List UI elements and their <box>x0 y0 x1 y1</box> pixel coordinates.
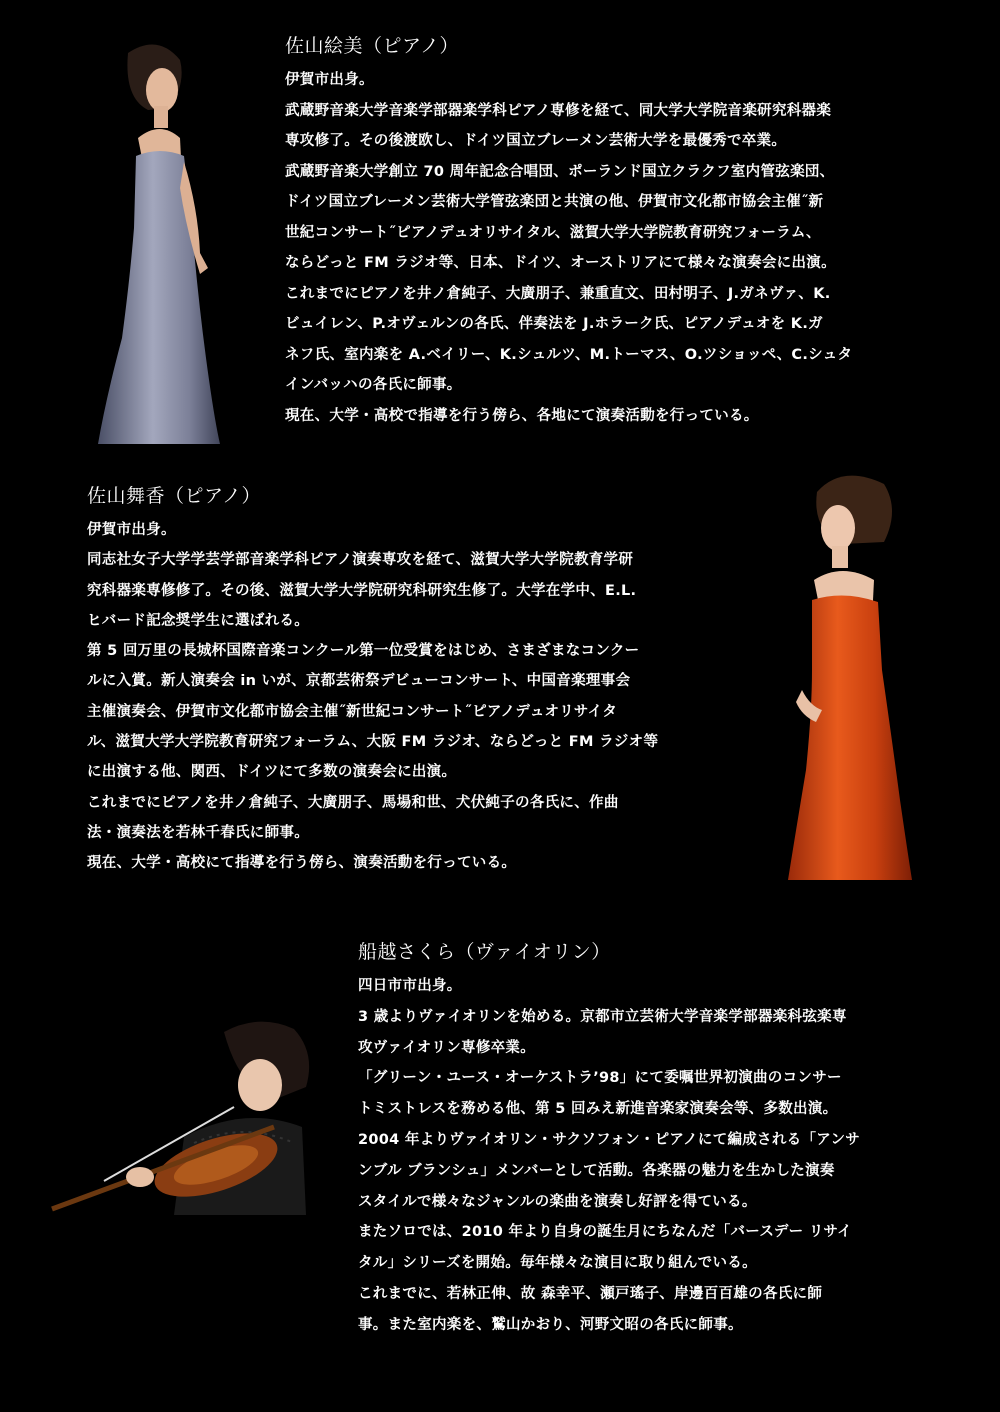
profile-line: 攻ヴァイオリン専修卒業。 <box>358 1039 536 1056</box>
profile-line: 現在、大学・高校にて指導を行う傍ら、演奏活動を行っている。 <box>87 855 517 872</box>
pianist-emi-photo <box>88 38 228 448</box>
profile-emi <box>285 33 852 431</box>
profile-line: ビュイレン、P.オヴェルンの各氏、伴奏法を J.ホラーク氏、ピアノデュオを K.ガ <box>285 316 823 332</box>
profile-line: ルに入賞。新人演奏会 in いが、京都芸術祭デビューコンサート、中国音楽理事会 <box>87 673 631 690</box>
profile-line: 現在、大学・高校で指導を行う傍ら、各地にて演奏活動を行っている。 <box>285 407 759 424</box>
profile-maika <box>87 483 658 879</box>
profile-line: ネフ氏、室内楽を A.ベイリー、K.シュルツ、M.トーマス、O.ツショッペ、C.シュタ <box>285 346 853 363</box>
profile-line: 武蔵野音楽大学音楽学部器楽学科ピアノ専修を経て、同大学大学院音楽研究科器楽 <box>285 102 832 119</box>
profile-line: 専攻修了。その後渡欧し、ドイツ国立ブレーメン芸術大学を最優秀で卒業。 <box>285 133 787 149</box>
profile-line: 主催演奏会、伊賀市文化都市協会主催˝新世紀コンサート˝ピアノデュオリサイタ <box>87 703 618 720</box>
profile-line: これまでに、若林正伸、故 森幸平、瀬戸瑤子、岸邊百百雄の各氏に師 <box>358 1285 823 1302</box>
profile-line: ヒバード記念奨学生に選ばれる。 <box>87 612 309 629</box>
profile-line: 伊賀市出身。 <box>285 72 374 88</box>
profile-line: ル、滋賀大学大学院教育研究フォーラム、大阪 FM ラジオ、ならどっと FM ラジオ等 <box>87 734 659 751</box>
profile-line: これまでにピアノを井ノ倉純子、大廣朋子、兼重直文、田村明子、J.ガネヴァ、K. <box>285 285 831 302</box>
profile-line: 法・演奏法を若林千春氏に師事。 <box>87 824 309 841</box>
profile-name: 佐山絵美（ピアノ） <box>285 35 459 57</box>
profile-line: に出演する他、関西、ドイツにて多数の演奏会に出演。 <box>87 764 457 781</box>
profile-line: 「グリーン・ユース・オーケストラ’98」にて委嘱世界初演曲のコンサー <box>358 1070 842 1087</box>
profile-sakura <box>358 939 860 1341</box>
profile-line: 同志社女子大学学芸学部音楽学科ピアノ演奏専攻を経て、滋賀大学大学院教育学研 <box>87 552 634 569</box>
profile-line: 世紀コンサート˝ピアノデュオリサイタル、滋賀大学大学院教育研究フォーラム、 <box>285 224 821 241</box>
profile-line: 武蔵野音楽大学創立 70 周年記念合唱団、ポーランド国立クラクフ室内管弦楽団、 <box>285 163 835 180</box>
profile-line: ドイツ国立ブレーメン芸術大学管弦楽団と共演の他、伊賀市文化都市協会主催˝新 <box>285 194 824 210</box>
profile-line: またソロでは、2010 年より自身の誕生月にちなんだ「バースデー リサイ <box>358 1224 852 1241</box>
profile-line: タル」シリーズを開始。毎年様々な演目に取り組んでいる。 <box>358 1255 757 1272</box>
profile-line: トミストレスを務める他、第 5 回みえ新進音楽家演奏会等、多数出演。 <box>358 1101 838 1118</box>
profile-name: 船越さくら（ヴァイオリン） <box>358 941 611 963</box>
profile-line: 事。また室内楽を、鷲山かおり、河野文昭の各氏に師事。 <box>358 1316 743 1333</box>
profile-line: 究科器楽専修修了。その後、滋賀大学大学院研究科研究生修了。大学在学中、E.L. <box>87 582 637 599</box>
profile-line: 伊賀市出身。 <box>87 522 176 538</box>
profile-line: ンブル ブランシュ」メンバーとして活動。各楽器の魅力を生かした演奏 <box>358 1162 835 1179</box>
profile-line: ならどっと FM ラジオ等、日本、ドイツ、オーストリアにて様々な演奏会に出演。 <box>285 255 836 271</box>
profile-line: 3 歳よりヴァイオリンを始める。京都市立芸術大学音楽学部器楽科弦楽専 <box>358 1008 847 1025</box>
pianist-maika-photo <box>782 470 917 882</box>
profile-name: 佐山舞香（ピアノ） <box>87 485 261 507</box>
violinist-sakura-photo <box>44 1017 316 1217</box>
profile-line: インバッハの各氏に師事。 <box>285 377 462 393</box>
profile-line: 2004 年よりヴァイオリン・サクソフォン・ピアノにて編成される「アンサ <box>358 1131 861 1148</box>
profile-line: 四日市市出身。 <box>358 978 462 994</box>
profile-line: 第 5 回万里の長城杯国際音楽コンクール第一位受賞をはじめ、さまざまなコンクー <box>87 643 640 660</box>
profile-line: これまでにピアノを井ノ倉純子、大廣朋子、馬場和世、犬伏純子の各氏に、作曲 <box>87 794 619 811</box>
profile-line: スタイルで様々なジャンルの楽曲を演奏し好評を得ている。 <box>358 1193 757 1210</box>
